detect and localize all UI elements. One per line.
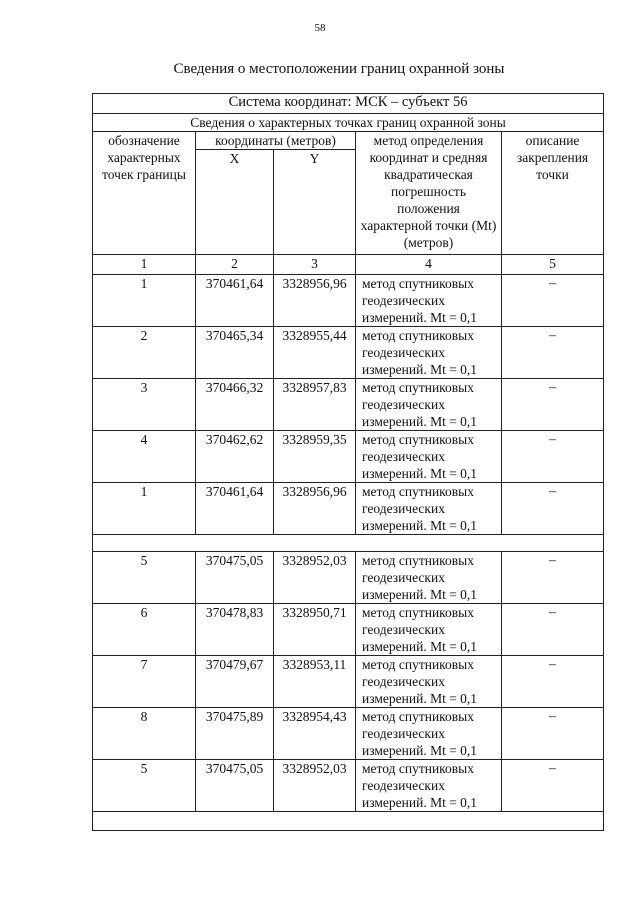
page-number: 58 [314, 22, 326, 34]
method-cell: метод спутниковых геодезических измерений. Mt = 0,1 [356, 379, 502, 431]
x-coordinate-cell: 370475,05 [196, 760, 274, 812]
table-row [93, 656, 604, 708]
point-number-cell: 1 [93, 483, 196, 535]
table-row [93, 708, 604, 760]
column-number: 2 [196, 255, 274, 275]
column-number: 5 [502, 255, 604, 275]
x-coordinate-cell: 370479,67 [196, 656, 274, 708]
y-coordinate-cell: 3328956,96 [274, 483, 356, 535]
separator-row-cell [93, 535, 604, 552]
header-coordinates: координаты (метров) [196, 132, 356, 150]
method-cell: метод спутниковых геодезических измерений. Mt = 0,1 [356, 327, 502, 379]
description-cell: – [502, 483, 604, 535]
method-cell: метод спутниковых геодезических измерений. Mt = 0,1 [356, 275, 502, 327]
header-row-1 [93, 132, 604, 150]
y-coordinate-cell: 3328955,44 [274, 327, 356, 379]
coord-system-row [93, 94, 604, 114]
y-coordinate-cell: 3328957,83 [274, 379, 356, 431]
table-row [93, 604, 604, 656]
y-coordinate-cell: 3328954,43 [274, 708, 356, 760]
method-cell: метод спутниковых геодезических измерений. Mt = 0,1 [356, 483, 502, 535]
point-number-cell: 7 [93, 656, 196, 708]
table-row [93, 431, 604, 483]
coord-system-title: Система координат: МСК – субъект 56 [93, 94, 604, 114]
method-cell: метод спутниковых геодезических измерений. Mt = 0,1 [356, 760, 502, 812]
boundary-points-table [92, 93, 604, 831]
subtitle-row [93, 114, 604, 132]
point-number-cell: 5 [93, 760, 196, 812]
x-coordinate-cell: 370462,62 [196, 431, 274, 483]
table-end-row-cell [93, 812, 604, 831]
column-numbers-row [93, 255, 604, 275]
column-number: 1 [93, 255, 196, 275]
description-cell: – [502, 656, 604, 708]
y-coordinate-cell: 3328952,03 [274, 760, 356, 812]
description-cell: – [502, 552, 604, 604]
description-cell: – [502, 327, 604, 379]
point-number-cell: 6 [93, 604, 196, 656]
header-y: Y [274, 150, 356, 255]
header-description: описание закрепления точки [502, 132, 604, 255]
y-coordinate-cell: 3328950,71 [274, 604, 356, 656]
x-coordinate-cell: 370461,64 [196, 275, 274, 327]
method-cell: метод спутниковых геодезических измерений. Mt = 0,1 [356, 708, 502, 760]
table-end-row [93, 812, 604, 831]
method-cell: метод спутниковых геодезических измерений. Mt = 0,1 [356, 431, 502, 483]
x-coordinate-cell: 370466,32 [196, 379, 274, 431]
header-method: метод определения координат и средняя квадратическая погрешность положения характерной точки (Mt) (метров) [356, 132, 502, 255]
column-number: 4 [356, 255, 502, 275]
description-cell: – [502, 760, 604, 812]
header-x: X [196, 150, 274, 255]
description-cell: – [502, 379, 604, 431]
method-cell: метод спутниковых геодезических измерений. Mt = 0,1 [356, 604, 502, 656]
y-coordinate-cell: 3328959,35 [274, 431, 356, 483]
table-row [93, 483, 604, 535]
point-number-cell: 1 [93, 275, 196, 327]
x-coordinate-cell: 370475,89 [196, 708, 274, 760]
table-row [93, 275, 604, 327]
table-row [93, 327, 604, 379]
point-number-cell: 2 [93, 327, 196, 379]
point-number-cell: 4 [93, 431, 196, 483]
table-row [93, 379, 604, 431]
x-coordinate-cell: 370475,05 [196, 552, 274, 604]
x-coordinate-cell: 370461,64 [196, 483, 274, 535]
table-subtitle: Сведения о характерных точках границ охранной зоны [93, 114, 604, 132]
point-number-cell: 5 [93, 552, 196, 604]
method-cell: метод спутниковых геодезических измерений. Mt = 0,1 [356, 552, 502, 604]
description-cell: – [502, 708, 604, 760]
document-title: Сведения о местоположении границ охранной зоны [173, 61, 505, 77]
x-coordinate-cell: 370465,34 [196, 327, 274, 379]
header-point-designation: обозначение характерных точек границы [93, 132, 196, 255]
description-cell: – [502, 431, 604, 483]
table-row [93, 552, 604, 604]
separator-row [93, 535, 604, 552]
description-cell: – [502, 604, 604, 656]
y-coordinate-cell: 3328952,03 [274, 552, 356, 604]
point-number-cell: 3 [93, 379, 196, 431]
y-coordinate-cell: 3328953,11 [274, 656, 356, 708]
description-cell: – [502, 275, 604, 327]
method-cell: метод спутниковых геодезических измерений. Mt = 0,1 [356, 656, 502, 708]
x-coordinate-cell: 370478,83 [196, 604, 274, 656]
point-number-cell: 8 [93, 708, 196, 760]
table-row [93, 760, 604, 812]
y-coordinate-cell: 3328956,96 [274, 275, 356, 327]
column-number: 3 [274, 255, 356, 275]
